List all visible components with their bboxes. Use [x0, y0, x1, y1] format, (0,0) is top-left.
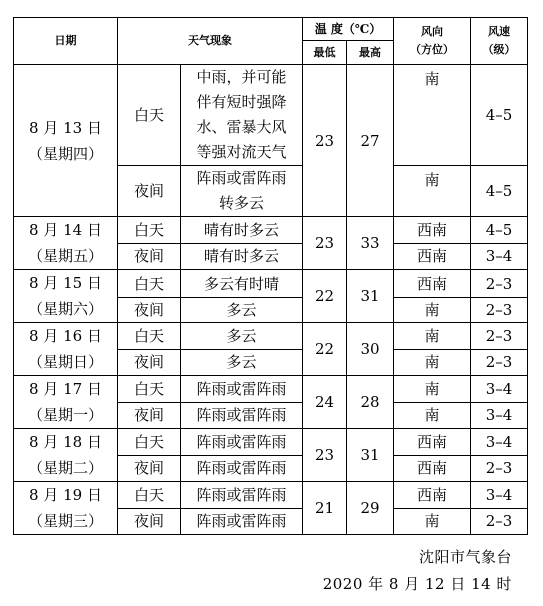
wind-direction-cell: 西南	[394, 217, 471, 244]
wind-speed-cell: 2–3	[471, 508, 528, 535]
wind-direction-cell: 南	[394, 402, 471, 429]
forecast-table	[13, 17, 528, 535]
table-row	[14, 270, 528, 298]
header-wind-speed: 风速 （级）	[471, 18, 528, 65]
temp-low-cell: 21	[303, 482, 347, 535]
weather-cell: 阵雨或雷阵雨	[181, 376, 303, 403]
header-weather: 天气现象	[118, 18, 303, 65]
wind-direction-cell: 南	[394, 323, 471, 350]
period-cell: 白天	[118, 65, 181, 166]
wind-direction-cell: 西南	[394, 429, 471, 456]
temp-low-cell: 22	[303, 323, 347, 376]
period-cell: 夜间	[118, 298, 181, 323]
period-cell: 夜间	[118, 166, 181, 217]
temp-high-cell: 28	[347, 376, 394, 429]
date-cell: 8 月 14 日 （星期五）	[14, 217, 118, 270]
wind-speed-cell: 4–5	[471, 166, 528, 217]
header-date: 日期	[14, 18, 118, 65]
wind-direction-cell: 西南	[394, 455, 471, 482]
wind-speed-cell: 2–3	[471, 270, 528, 298]
wind-speed-cell: 2–3	[471, 323, 528, 350]
wind-speed-cell: 3–4	[471, 482, 528, 509]
weather-cell: 多云	[181, 323, 303, 350]
weather-cell: 中雨，并可能 伴有短时强降 水、雷暴大风 等强对流天气	[181, 65, 303, 166]
header-temp-high: 最高	[347, 41, 394, 65]
date-cell: 8 月 19 日 （星期三）	[14, 482, 118, 535]
wind-direction-cell: 南	[394, 376, 471, 403]
period-cell: 白天	[118, 270, 181, 298]
wind-speed-cell: 2–3	[471, 298, 528, 323]
wind-direction-cell: 西南	[394, 243, 471, 270]
period-cell: 白天	[118, 429, 181, 456]
weather-cell: 晴有时多云	[181, 217, 303, 244]
wind-direction-cell: 南	[394, 298, 471, 323]
temp-high-cell: 31	[347, 429, 394, 482]
table-row	[14, 376, 528, 403]
date-cell: 8 月 13 日 （星期四）	[14, 65, 118, 217]
weather-cell: 阵雨或雷阵雨	[181, 508, 303, 535]
period-cell: 夜间	[118, 508, 181, 535]
wind-direction-cell: 南	[394, 508, 471, 535]
wind-speed-cell: 2–3	[471, 349, 528, 376]
weather-cell: 阵雨或雷阵雨	[181, 402, 303, 429]
period-cell: 夜间	[118, 455, 181, 482]
weather-cell: 多云	[181, 349, 303, 376]
weather-cell: 多云有时晴	[181, 270, 303, 298]
temp-low-cell: 23	[303, 217, 347, 270]
wind-direction-cell: 西南	[394, 482, 471, 509]
table-row	[14, 217, 528, 244]
period-cell: 白天	[118, 217, 181, 244]
temp-high-cell: 31	[347, 270, 394, 323]
temp-high-cell: 29	[347, 482, 394, 535]
period-cell: 夜间	[118, 402, 181, 429]
weather-cell: 多云	[181, 298, 303, 323]
weather-cell: 阵雨或雷阵雨 转多云	[181, 166, 303, 217]
weather-cell: 阵雨或雷阵雨	[181, 455, 303, 482]
temp-high-cell: 30	[347, 323, 394, 376]
table-row	[14, 482, 528, 509]
wind-speed-cell: 4–5	[471, 65, 528, 166]
temp-high-cell: 33	[347, 217, 394, 270]
issuer-signature: 沈阳市气象台	[418, 548, 512, 566]
period-cell: 白天	[118, 482, 181, 509]
wind-speed-cell: 2–3	[471, 455, 528, 482]
wind-speed-cell: 3–4	[471, 429, 528, 456]
header-temp-low: 最低	[303, 41, 347, 65]
table-row	[14, 323, 528, 350]
header-temperature: 温 度（℃）	[303, 18, 394, 41]
date-cell: 8 月 18 日 （星期二）	[14, 429, 118, 482]
temp-low-cell: 23	[303, 65, 347, 217]
wind-speed-cell: 3–4	[471, 376, 528, 403]
weather-cell: 阵雨或雷阵雨	[181, 429, 303, 456]
wind-direction-cell: 南	[394, 166, 471, 217]
date-cell: 8 月 17 日 （星期一）	[14, 376, 118, 429]
wind-speed-cell: 3–4	[471, 402, 528, 429]
period-cell: 夜间	[118, 349, 181, 376]
period-cell: 夜间	[118, 243, 181, 270]
temp-high-cell: 27	[347, 65, 394, 217]
temp-low-cell: 22	[303, 270, 347, 323]
weather-cell: 阵雨或雷阵雨	[181, 482, 303, 509]
wind-direction-cell: 南	[394, 349, 471, 376]
wind-speed-cell: 3–4	[471, 243, 528, 270]
wind-speed-cell: 4–5	[471, 217, 528, 244]
table-row	[14, 429, 528, 456]
table-row	[14, 65, 528, 166]
temp-low-cell: 24	[303, 376, 347, 429]
header-wind-direction: 风向 （方位）	[394, 18, 471, 65]
issue-datetime: 2020 年 8 月 12 日 14 时	[322, 575, 512, 593]
period-cell: 白天	[118, 323, 181, 350]
wind-direction-cell: 西南	[394, 270, 471, 298]
date-cell: 8 月 16 日 （星期日）	[14, 323, 118, 376]
date-cell: 8 月 15 日 （星期六）	[14, 270, 118, 323]
weather-cell: 晴有时多云	[181, 243, 303, 270]
period-cell: 白天	[118, 376, 181, 403]
temp-low-cell: 23	[303, 429, 347, 482]
wind-direction-cell: 南	[394, 65, 471, 166]
